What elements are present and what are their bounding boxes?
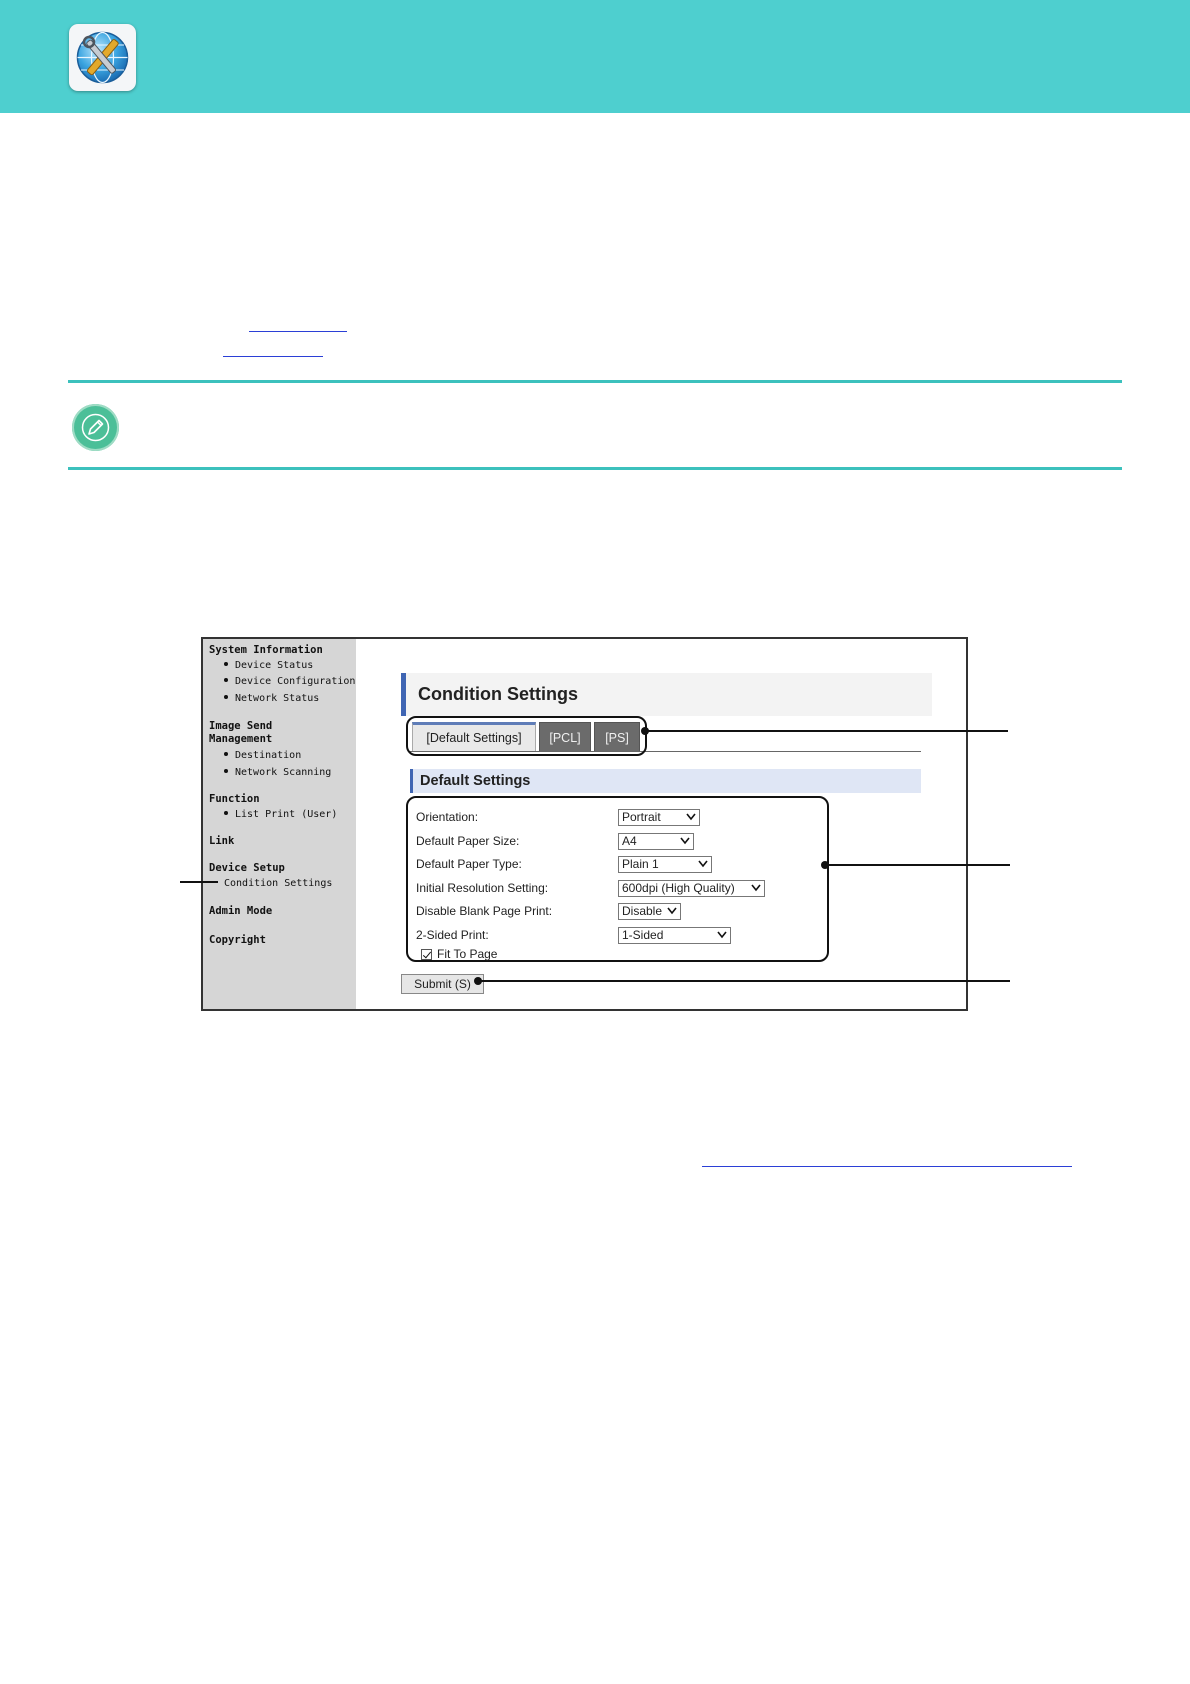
sidebar-link[interactable]: Link	[209, 835, 235, 847]
tab-pcl[interactable]: [PCL]	[539, 722, 591, 752]
chevron-down-icon	[667, 907, 677, 915]
callout-leader-form	[825, 864, 1010, 866]
chevron-down-icon	[751, 884, 761, 892]
hyperlink-underline[interactable]	[223, 356, 323, 357]
sidebar-item-network-scanning[interactable]: Network Scanning	[224, 767, 331, 779]
orientation-select[interactable]: Portrait	[618, 809, 700, 826]
submit-button[interactable]: Submit (S)	[401, 974, 484, 994]
sidebar-copyright[interactable]: Copyright	[209, 934, 266, 946]
note-bottom-rule	[68, 467, 1122, 470]
hyperlink-underline[interactable]	[702, 1166, 1072, 1167]
callout-leader-tabs	[645, 730, 1008, 732]
blank-page-label: Disable Blank Page Print:	[416, 904, 553, 918]
sidebar-item-destination[interactable]: Destination	[224, 750, 301, 762]
chevron-down-icon	[680, 837, 690, 845]
page-title-box	[401, 673, 932, 716]
sidebar-device-setup[interactable]: Device Setup	[209, 862, 285, 874]
tab-default-settings[interactable]: [Default Settings]	[412, 722, 536, 752]
paper-type-select[interactable]: Plain 1	[618, 856, 712, 873]
resolution-select[interactable]: 600dpi (High Quality)	[618, 880, 765, 897]
bullet-icon	[224, 695, 228, 699]
sidebar-system-information[interactable]: System Information	[209, 644, 323, 656]
hyperlink-underline[interactable]	[249, 331, 347, 332]
sidebar-admin-mode[interactable]: Admin Mode	[209, 905, 273, 917]
sidebar-function[interactable]: Function	[209, 793, 260, 805]
bullet-icon	[224, 811, 228, 815]
sidebar-item-condition-settings[interactable]: Condition Settings	[224, 878, 333, 889]
callout-outline-tabs	[406, 716, 647, 756]
fit-to-page-checkbox[interactable]	[421, 949, 432, 960]
resolution-label: Initial Resolution Setting:	[416, 881, 549, 895]
paper-size-label: Default Paper Size:	[416, 834, 520, 848]
sidebar-item-device-status[interactable]: Device Status	[224, 660, 313, 672]
chevron-down-icon	[686, 813, 696, 821]
paper-size-select[interactable]: A4	[618, 833, 694, 850]
settings-globe-icon	[69, 24, 136, 91]
blank-page-select[interactable]: Disable	[618, 903, 681, 920]
bullet-icon	[224, 769, 228, 773]
sidebar-item-device-configuration[interactable]: Device Configuration	[224, 676, 355, 688]
sidebar-item-network-status[interactable]: Network Status	[224, 693, 319, 705]
sidebar	[203, 639, 356, 1009]
bullet-icon	[224, 662, 228, 666]
section-header	[410, 769, 921, 793]
fit-to-page-label: Fit To Page	[437, 947, 498, 961]
tab-ps[interactable]: [PS]	[594, 722, 640, 752]
chevron-down-icon	[698, 860, 708, 868]
note-top-rule	[68, 380, 1122, 383]
two-sided-select[interactable]: 1-Sided	[618, 927, 731, 944]
sidebar-item-list-print-user[interactable]: List Print (User)	[224, 809, 337, 821]
chevron-down-icon	[717, 931, 727, 939]
header-band	[0, 0, 1190, 113]
two-sided-label: 2-Sided Print:	[416, 928, 489, 942]
orientation-label: Orientation:	[416, 810, 479, 824]
bullet-icon	[224, 752, 228, 756]
page-title: Condition Settings	[418, 684, 578, 704]
bullet-icon	[224, 678, 228, 682]
sidebar-image-send-management[interactable]: Image Send Management	[209, 720, 273, 745]
pencil-note-icon	[72, 404, 119, 451]
paper-type-label: Default Paper Type:	[416, 857, 522, 871]
callout-leader-submit	[478, 980, 1010, 982]
callout-leader-sidebar	[180, 881, 218, 883]
web-ui-screenshot	[201, 637, 968, 1011]
section-title: Default Settings	[420, 773, 531, 789]
